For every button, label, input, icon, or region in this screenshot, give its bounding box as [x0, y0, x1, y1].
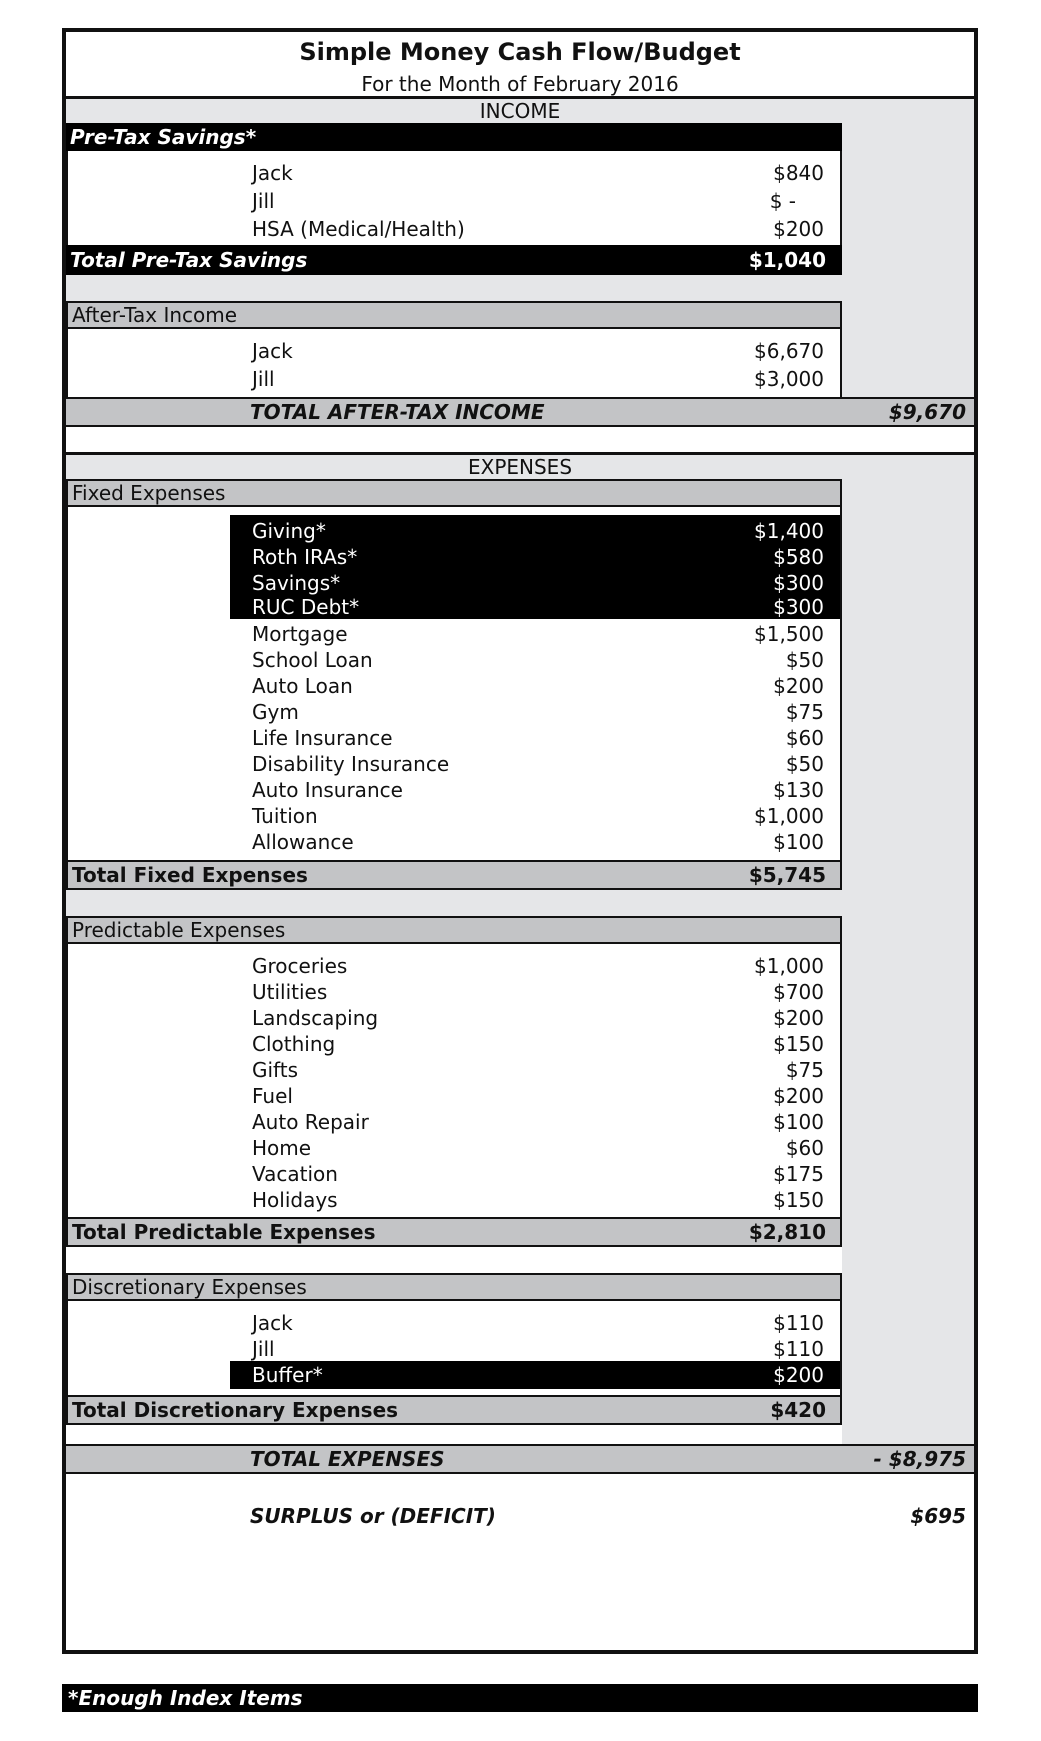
list-item [68, 215, 840, 243]
item-value: $700 [773, 980, 824, 1004]
item-label: Fuel [252, 1084, 293, 1108]
item-label: Roth IRAs* [252, 545, 358, 569]
item-label: HSA (Medical/Health) [252, 217, 465, 241]
list-item [68, 159, 840, 187]
predictable-total-label: Total Predictable Expenses [72, 1220, 376, 1244]
aftertax-label: After-Tax Income [72, 303, 238, 327]
fixed-header [66, 479, 842, 507]
item-value: $200 [773, 674, 824, 698]
item-label: Landscaping [252, 1006, 379, 1030]
pretax-items [66, 151, 842, 245]
fixed-total-label: Total Fixed Expenses [72, 863, 308, 887]
item-label: Auto Insurance [252, 778, 403, 802]
list-item [68, 1160, 840, 1188]
item-value: $300 [773, 595, 824, 619]
aftertax-total-label: TOTAL AFTER-TAX INCOME [250, 400, 545, 424]
total-expenses-bar [66, 1444, 974, 1474]
expenses-gray-column [842, 479, 974, 1416]
item-label: Buffer* [252, 1363, 323, 1387]
page-title: Simple Money Cash Flow/Budget [299, 38, 741, 66]
item-label: Tuition [252, 804, 318, 828]
list-item [68, 1004, 840, 1032]
item-label: Life Insurance [252, 726, 393, 750]
item-value: $150 [773, 1032, 824, 1056]
list-item [68, 1056, 840, 1084]
item-value: $175 [773, 1162, 824, 1186]
item-label: Disability Insurance [252, 752, 450, 776]
aftertax-items [66, 329, 842, 397]
item-value: $50 [785, 752, 824, 776]
item-label: Gym [252, 700, 299, 724]
item-label: Savings* [252, 571, 341, 595]
item-value: $75 [785, 1058, 824, 1082]
item-value: $580 [773, 545, 824, 569]
item-label: Auto Repair [252, 1110, 369, 1134]
item-value: $200 [773, 1084, 824, 1108]
discretionary-items [66, 1301, 842, 1395]
list-item [68, 952, 840, 980]
predictable-items [66, 944, 842, 1217]
list-item [68, 1082, 840, 1110]
item-label: School Loan [252, 648, 373, 672]
list-item [68, 517, 840, 545]
item-label: Jill [252, 1337, 275, 1361]
discretionary-header [66, 1273, 842, 1301]
list-item [68, 750, 840, 778]
list-item [68, 620, 840, 648]
item-value: $60 [785, 726, 824, 750]
list-item [68, 828, 840, 856]
aftertax-total-value: $9,670 [888, 400, 966, 424]
spacer [66, 1247, 842, 1273]
pretax-label: Pre-Tax Savings* [70, 125, 257, 149]
discretionary-total-label: Total Discretionary Expenses [72, 1398, 399, 1422]
item-label: Holidays [252, 1188, 338, 1212]
list-item [68, 978, 840, 1006]
predictable-label: Predictable Expenses [72, 918, 286, 942]
item-value: $110 [773, 1337, 824, 1361]
item-label: Jill [252, 189, 275, 213]
item-value: $1,000 [754, 804, 824, 828]
list-item [68, 1361, 840, 1389]
discretionary-total-value: $420 [770, 1398, 826, 1422]
item-value: $840 [773, 161, 824, 185]
total-expenses-label: TOTAL EXPENSES [250, 1447, 445, 1471]
item-value: $100 [773, 1110, 824, 1134]
list-item [68, 646, 840, 674]
item-value: $ - [769, 189, 796, 213]
pretax-total-label: Total Pre-Tax Savings [70, 248, 308, 272]
item-label: Jack [252, 161, 293, 185]
surplus-value: $695 [910, 1504, 966, 1528]
spacer [66, 275, 842, 301]
income-gray-column [842, 123, 974, 397]
item-value: $130 [773, 778, 824, 802]
predictable-header [66, 916, 842, 944]
item-value: $1,500 [754, 622, 824, 646]
income-section-label: INCOME [479, 99, 561, 123]
list-item [68, 187, 840, 215]
list-item [68, 1309, 840, 1337]
fixed-items [66, 507, 842, 860]
fixed-total-bar [66, 860, 842, 890]
aftertax-header [66, 301, 842, 329]
item-label: Utilities [252, 980, 328, 1004]
item-value: $200 [773, 1363, 824, 1387]
item-value: $1,000 [754, 954, 824, 978]
item-value: $110 [773, 1311, 824, 1335]
total-expenses-value: - $8,975 [873, 1447, 966, 1471]
list-item [68, 776, 840, 804]
expenses-section-label: EXPENSES [467, 455, 573, 479]
item-label: Auto Loan [252, 674, 353, 698]
item-label: Groceries [252, 954, 348, 978]
list-item [68, 543, 840, 571]
item-value: $6,670 [754, 339, 824, 363]
list-item [68, 724, 840, 752]
footnote: *Enough Index Items [62, 1684, 978, 1712]
item-label: Mortgage [252, 622, 348, 646]
surplus-row [66, 1502, 974, 1530]
item-value: $60 [785, 1136, 824, 1160]
item-label: Allowance [252, 830, 354, 854]
discretionary-total-bar [66, 1395, 842, 1425]
item-value: $200 [773, 217, 824, 241]
pretax-header [66, 123, 842, 151]
discretionary-label: Discretionary Expenses [72, 1275, 307, 1299]
list-item [68, 1335, 840, 1363]
item-label: Clothing [252, 1032, 336, 1056]
list-item [68, 593, 840, 621]
surplus-label: SURPLUS or (DEFICIT) [250, 1504, 496, 1528]
predictable-total-value: $2,810 [748, 1220, 826, 1244]
item-label: RUC Debt* [252, 595, 360, 619]
item-value: $150 [773, 1188, 824, 1212]
expenses-gray-column [842, 1416, 974, 1444]
spacer [66, 890, 842, 916]
fixed-total-value: $5,745 [748, 863, 826, 887]
item-label: Giving* [252, 519, 326, 543]
item-value: $75 [785, 700, 824, 724]
item-label: Jack [252, 339, 293, 363]
list-item [68, 1186, 840, 1214]
item-label: Vacation [252, 1162, 338, 1186]
pretax-total-bar [66, 245, 842, 275]
list-item [68, 802, 840, 830]
list-item [68, 365, 840, 393]
item-label: Jack [252, 1311, 293, 1335]
item-value: $50 [785, 648, 824, 672]
aftertax-total-bar [66, 397, 974, 427]
list-item [68, 1134, 840, 1162]
list-item [68, 672, 840, 700]
item-value: $200 [773, 1006, 824, 1030]
item-label: Gifts [252, 1058, 299, 1082]
item-value: $3,000 [754, 367, 824, 391]
pretax-total-value: $1,040 [748, 248, 826, 272]
list-item [68, 698, 840, 726]
item-value: $100 [773, 830, 824, 854]
fixed-label: Fixed Expenses [72, 481, 226, 505]
item-value: $300 [773, 571, 824, 595]
predictable-total-bar [66, 1217, 842, 1247]
page-subtitle: For the Month of February 2016 [361, 72, 679, 96]
item-value: $1,400 [754, 519, 824, 543]
list-item [68, 1030, 840, 1058]
list-item [68, 337, 840, 365]
item-label: Home [252, 1136, 312, 1160]
list-item [68, 1108, 840, 1136]
item-label: Jill [252, 367, 275, 391]
budget-sheet [62, 28, 978, 1654]
